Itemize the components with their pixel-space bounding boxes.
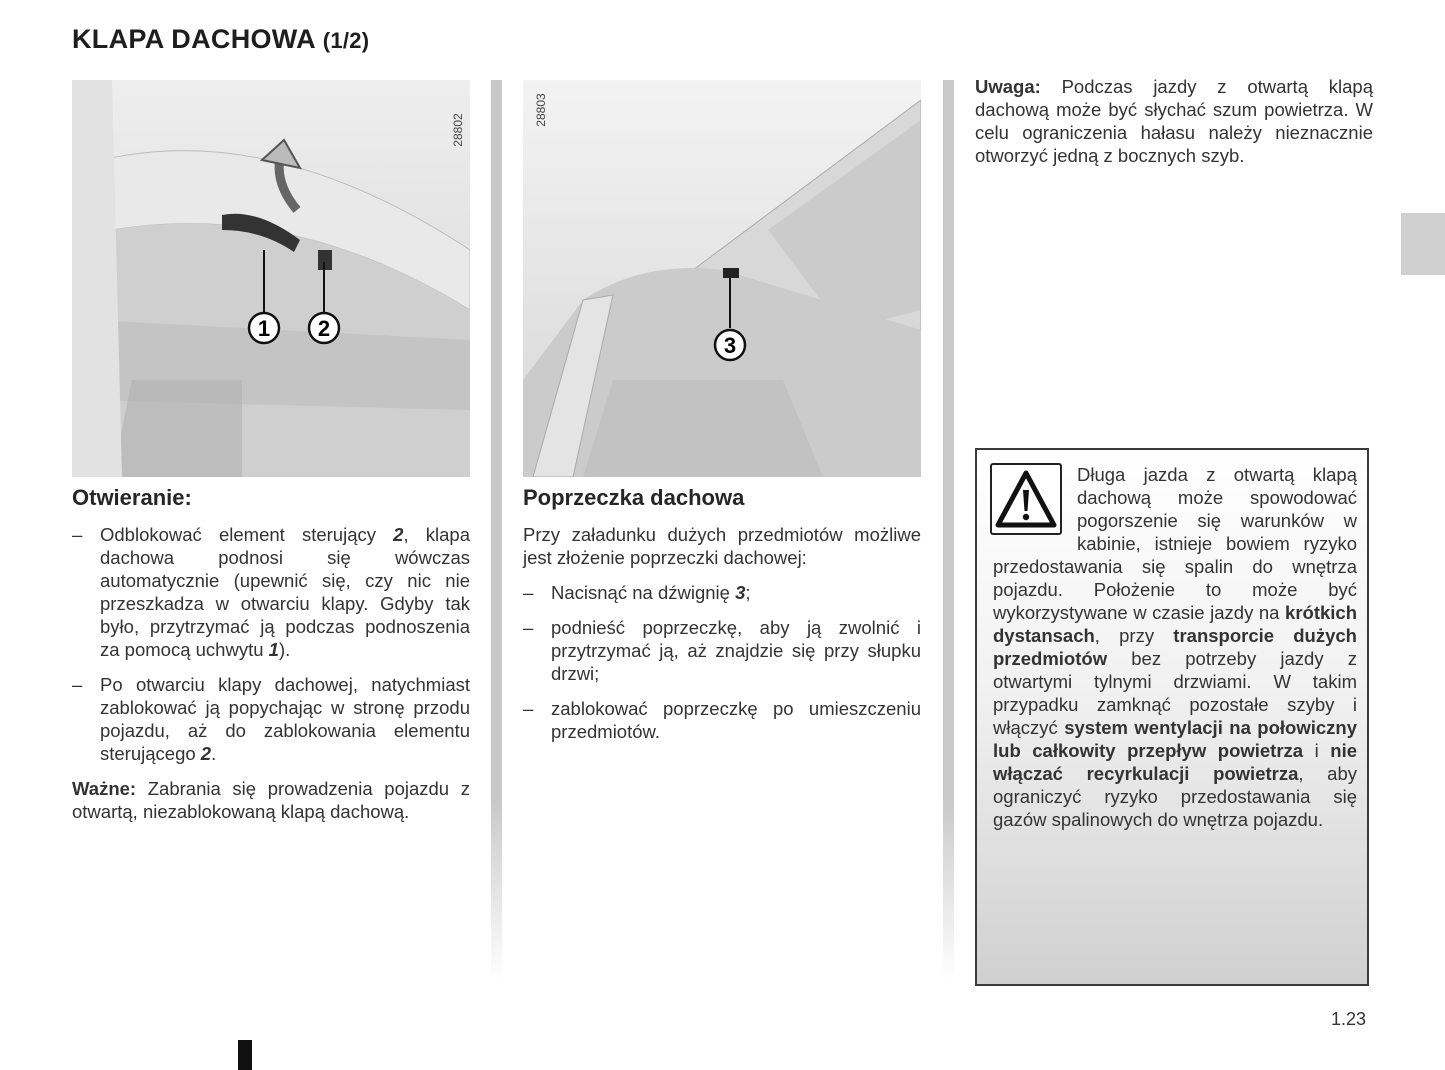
text: Odblokować element sterujący [100,524,394,545]
title-part: (1/2) [322,28,370,53]
list-dash: – [72,674,83,695]
text: , klapa dachowa podnosi się wówczas automatycznie (upewnić się, czy nic nie przeszkadza w otwarciu klapy. Gdyby tak było, przytrzymać ją podczas podnoszenia za pomocą uchwytu [100,524,470,660]
important-label: Ważne: [72,778,137,799]
crop-mark [238,1040,252,1070]
column-1-text [72,523,470,833]
warning-box [975,448,1369,986]
text: ; [745,582,751,603]
text: Długa jazda z otwartą klapą dachową może spowodować pogorszenie się warunków w kabinie, istnieje bowiem ryzyko przedostawania się spalin do wnętrza pojazdu. Położenie to może być wykorzystywane w czasie jazdy na [993,464,1357,623]
ref-number: 3 [735,582,746,603]
list-item [523,616,921,685]
list-dash: – [523,617,534,638]
column-divider [943,80,954,980]
important-note [72,777,470,823]
note-body: Podczas jazdy z otwartą klapą dachową może być słychać szum powietrza. W celu ograniczenia hałasu należy nieznacznie otworzyć jedną z bocznych szyb. [975,76,1373,166]
text: podnieść poprzeczkę, aby ją zwolnić i przytrzymać ją, aż znajdzie się przy słupku drzwi; [551,617,921,684]
bold-text: system wentylacji na połowiczny lub całkowity przepływ powietrza [993,717,1357,761]
figure-roof-bar [523,80,921,477]
callout-1-label: 1 [257,316,271,341]
ref-number: 2 [200,743,212,764]
text: bez potrzeby jazdy z otwartymi tylnymi drzwiami. W takim przypadku zamknąć pozostałe szyby i włączyć [993,648,1357,738]
list-dash: – [523,582,534,603]
text: , przy [1094,625,1174,646]
list-item [72,673,470,765]
figure-roof-hatch-opening [72,80,470,477]
bold-text: krótkich dystansach [993,602,1357,646]
text: i [1303,740,1331,761]
title-text: KLAPA DACHOWA [72,24,315,54]
column-2-text [523,523,921,755]
section-heading-roof-bar: Poprzeczka dachowa [523,485,745,510]
section-heading-opening: Otwieranie: [72,485,192,510]
text: Po otwarciu klapy dachowej, natychmiast zablokować ją popychając w stronę przodu pojazdu, aż do zablokowania elementu sterującego [100,674,470,764]
text: Nacisnąć na dźwignię [551,582,736,603]
warning-text [993,463,1357,831]
text: , aby ograniczyć ryzyko przedostawania się gazów spalinowych do wnętrza pojazdu. [993,763,1357,830]
text: ). [278,639,291,660]
figure-2-illustration [523,80,921,477]
figure-1-illustration [72,80,470,477]
note-label: Uwaga: [975,76,1041,97]
bold-text: transporcie dużych przedmiotów [993,625,1357,669]
page-title [72,24,369,55]
list-item [523,697,921,743]
list-item [523,581,921,604]
important-text: Zabrania się prowadzenia pojazdu z otwartą, niezablokowaną klapą dachową. [72,778,470,822]
note-text [975,75,1373,167]
text: zablokować poprzeczkę po umieszczeniu przedmiotów. [551,698,921,742]
bold-text: nie włączać recyrkulacji powietrza [993,740,1357,784]
text: . [211,743,217,764]
list-dash: – [72,524,83,545]
page-number: 1.23 [1331,1009,1367,1029]
ref-number: 2 [393,524,404,545]
ref-number: 1 [268,639,279,660]
list-dash: – [523,698,534,719]
callout-2-label: 2 [317,316,331,341]
column-divider [491,80,502,980]
figure-code: 28802 [451,113,465,147]
section-tab [1401,213,1445,275]
figure-code: 28803 [534,93,548,127]
list-item [72,523,470,661]
callout-3-label: 3 [723,333,737,358]
intro-text: Przy załadunku dużych przedmiotów możliwe jest złożenie poprzeczki dachowej: [523,524,921,568]
